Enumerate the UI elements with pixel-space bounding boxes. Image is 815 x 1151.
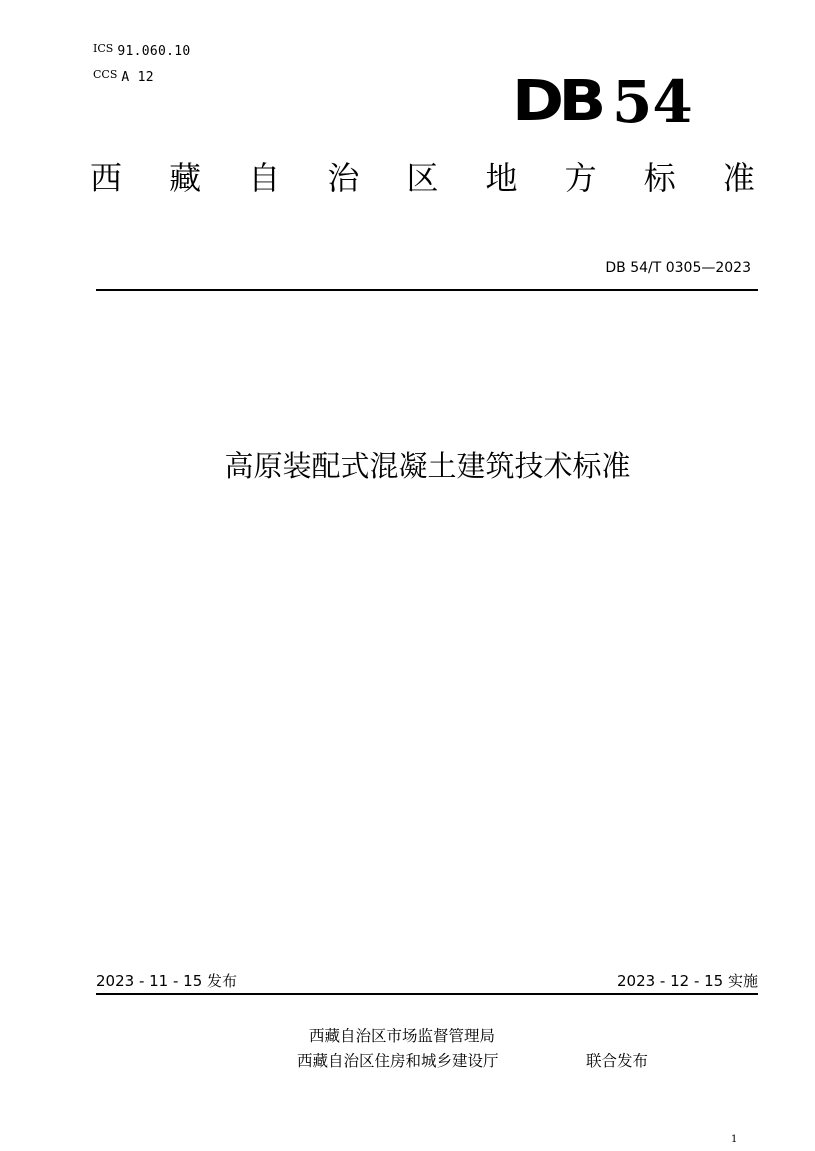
document-title: 高原装配式混凝土建筑技术标准 [224,449,631,483]
footer-rule [96,993,758,995]
authority-char: 治 [327,159,360,197]
authority-char: 地 [485,159,518,197]
issue-date: 2023 - 11 - 15 发布 [96,972,238,990]
joint-publish-label: 联合发布 [586,1052,649,1070]
ccs-label: CCS [93,68,118,81]
ics-classification [93,41,190,60]
authority-char: 标 [643,159,676,197]
db-mark-letters: DB [512,69,601,134]
db-standard-mark [512,68,693,136]
header-rule [96,289,758,291]
publisher-market-supervision: 西藏自治区市场监督管理局 [309,1027,496,1045]
ics-value: 91.060.10 [117,44,191,59]
ccs-classification [93,67,154,86]
authority-char: 西 [90,159,123,197]
authority-char: 准 [722,159,755,197]
db-mark-number: 54 [612,68,693,136]
ccs-value: A 12 [121,70,154,85]
authority-char: 自 [248,159,281,197]
page-number: 1 [731,1134,738,1145]
implementation-date: 2023 - 12 - 15 实施 [616,972,758,990]
publisher-housing-construction: 西藏自治区住房和城乡建设厅 [297,1052,499,1070]
issuing-authority-heading [90,154,755,202]
ics-label: ICS [93,42,114,55]
authority-char: 方 [564,159,597,197]
standard-number: DB 54/T 0305—2023 [605,260,751,276]
authority-char: 藏 [169,159,202,197]
authority-char: 区 [406,159,439,197]
